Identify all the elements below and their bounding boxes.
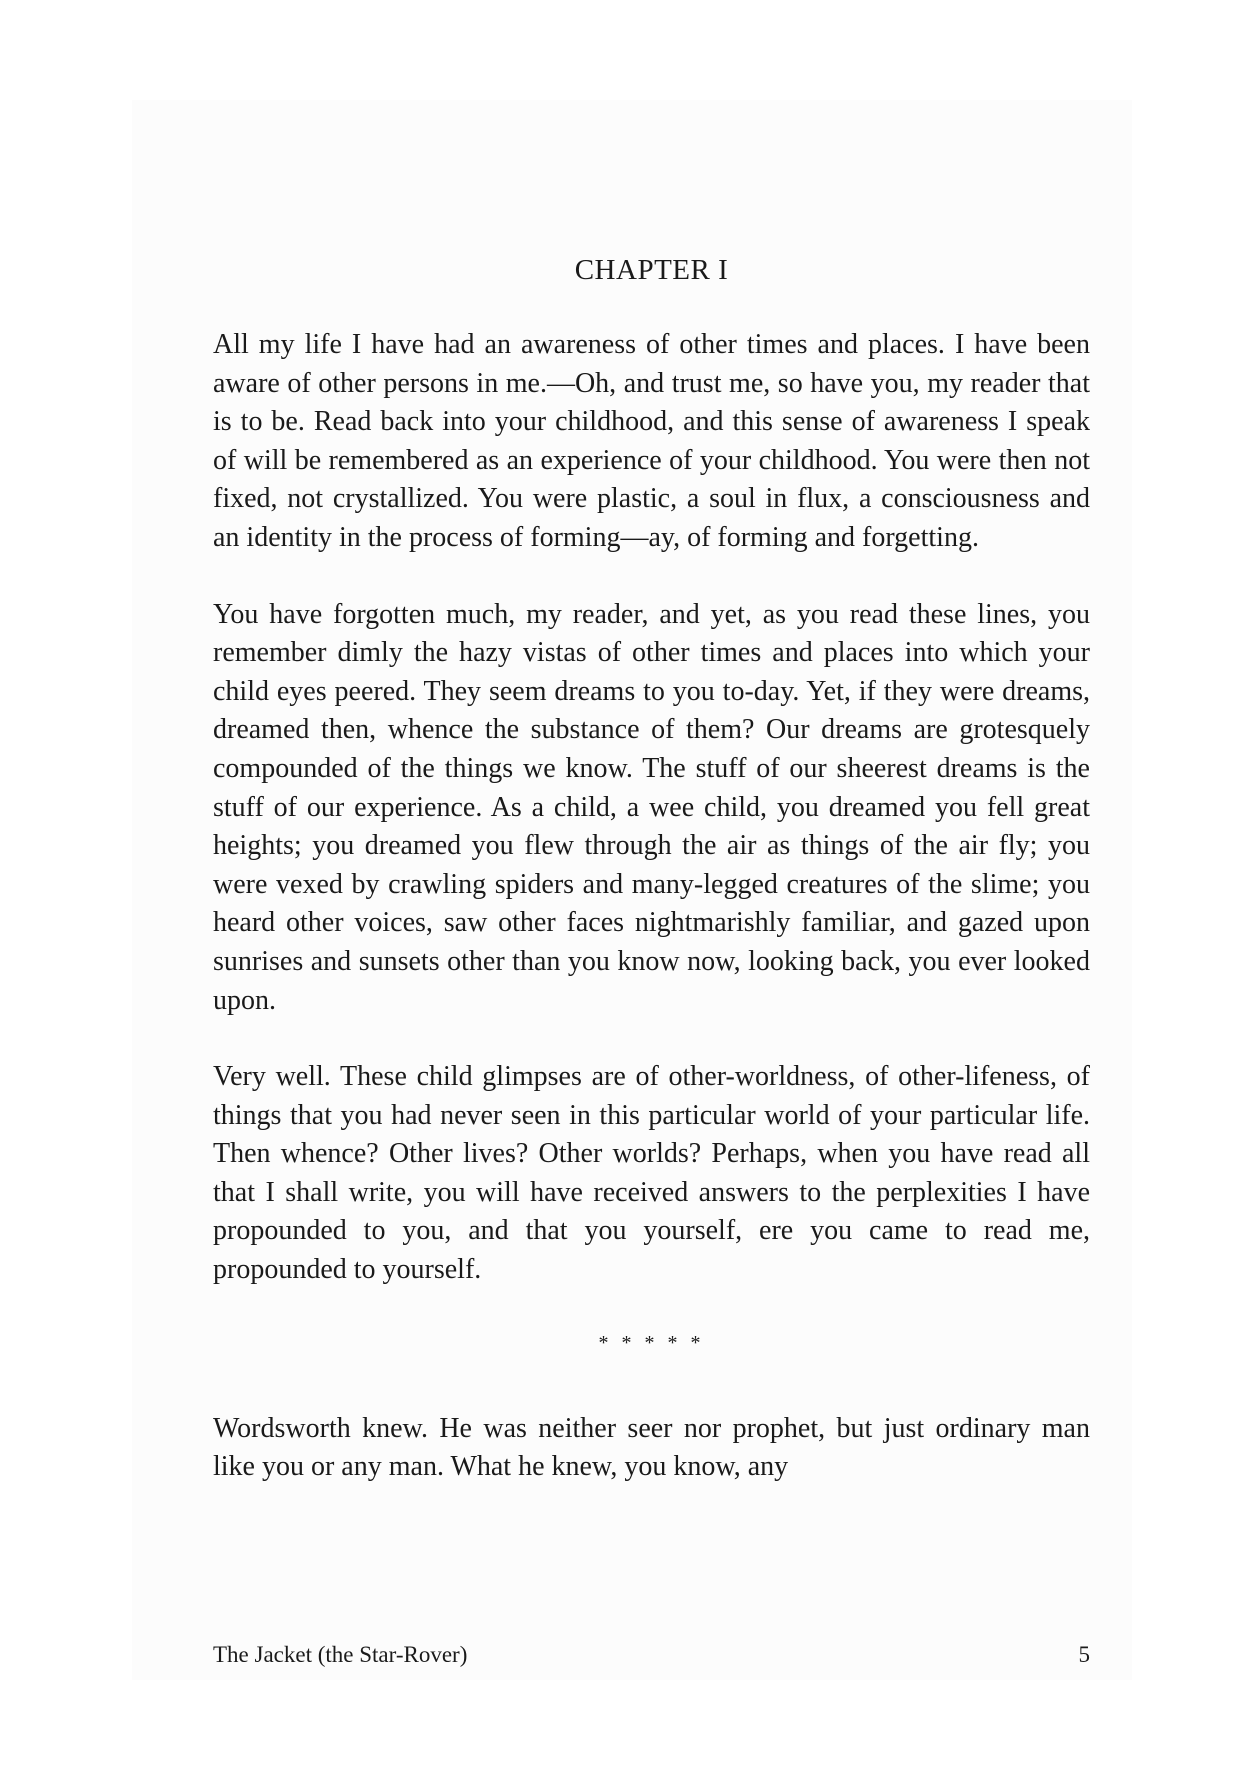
chapter-title: CHAPTER I	[574, 254, 729, 286]
section-separator: * * * * *	[598, 1331, 705, 1354]
paragraph-4: Wordsworth knew. He was neither seer nor prophet, but just ordinary man like you or any man. What he knew, you know, any	[213, 1412, 1090, 1483]
page-content	[213, 250, 1090, 1525]
paragraph-1: All my life I have had an awareness of other times and places. I have been aware of other persons in me.—Oh, and trust me, so have you, my reader that is to be. Read back into your childhood, and this sense of awareness I speak of will be remembered as an experience of your childhood. You were then not fixed, not crystallized. You were plastic, a soul in flux, a consciousness and an identity in the process of forming—ay, of forming and forgetting.	[213, 329, 1090, 553]
paragraph-2: You have forgotten much, my reader, and yet, as you read these lines, you remember dimly the hazy vistas of other times and places into which your child eyes peered. They seem dreams to you to-day. Yet, if they were dreams, dreamed then, whence the substance of them? Our dreams are grotesquely compounded of the things we know. The stuff of our sheerest dreams is the stuff of our experience. As a child, a wee child, you dreamed you fell great heights; you dreamed you flew through the air as things of the air fly; you were vexed by crawling spiders and many-legged creatures of the slime; you heard other voices, saw other faces nightmarishly familiar, and gazed upon sunrises and sunsets other than you know now, looking back, you ever looked upon.	[213, 598, 1090, 1016]
footer-book-title: The Jacket (the Star-Rover)	[213, 1642, 468, 1667]
page-number: 5	[1078, 1642, 1090, 1667]
paragraph-3: Very well. These child glimpses are of other-worldness, of other-lifeness, of things that you had never seen in this particular world of your particular life. Then whence? Other lives? Other worlds? Perhaps, when you have read all that I shall write, you will have received answers to the perplexities I have propounded to you, and that you yourself, ere you came to read me, propounded to yourself.	[213, 1061, 1090, 1286]
